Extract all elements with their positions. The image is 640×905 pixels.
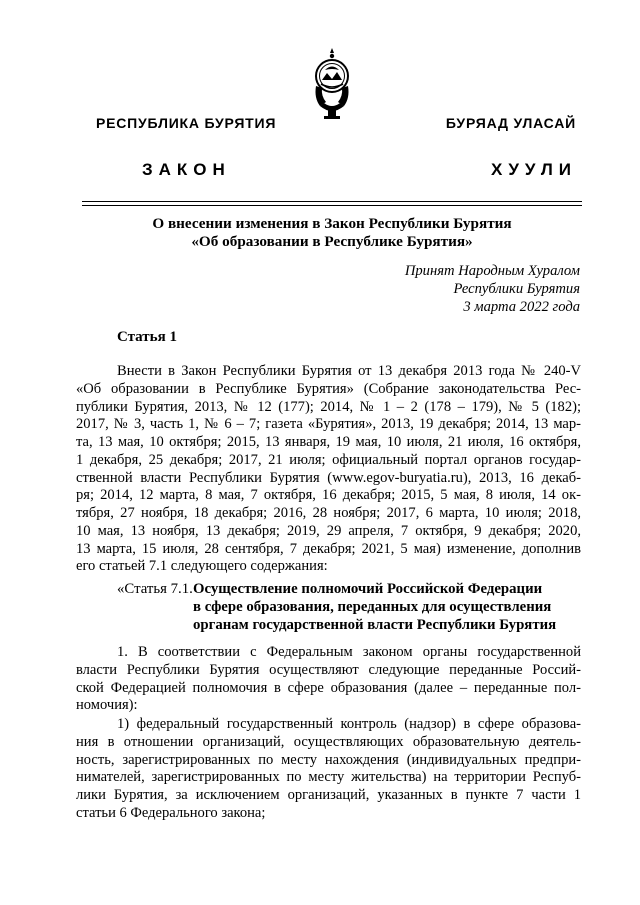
text-line: та, 13 мая, 10 октября; 2015, 13 января, 19 мая, 10 июля, 21 июля, 16 октября, — [76, 434, 581, 450]
text-line: его статьей 7.1 следующего содержания: — [76, 558, 328, 575]
header-divider-thin — [82, 205, 582, 206]
title-line: Осуществление полномочий Российской Федерации — [193, 581, 543, 597]
law-label-bu: ХУУЛИ — [491, 160, 577, 179]
text-line: 1 декабря, 25 декабря; 2017, 21 июля; официальный портал органов государ- — [76, 451, 581, 468]
document-title — [82, 215, 582, 251]
text-line: ность, зарегистрированных по месту нахождения (индивидуальных предпри- — [76, 751, 581, 768]
title-line: органам государственной власти Республики Бурятия — [193, 617, 557, 633]
text-line: Внести в Закон Республики Бурятия от 13 декабря 2013 года № 240-V — [117, 363, 581, 379]
text-line: тября, 27 ноября, 18 декабря; 2016, 28 ноября; 2017, 6 марта, 10 июля; 2018, — [76, 505, 581, 521]
republic-name-ru: РЕСПУБЛИКА БУРЯТИЯ — [96, 115, 277, 131]
article-1-text — [76, 363, 581, 576]
text-line: ря; 2014, 12 марта, 8 мая, 7 октября, 16 декабря; 2015, 5 мая, 8 июля, 14 ок- — [76, 487, 581, 504]
text-line: номочия): — [76, 697, 138, 714]
law-label-ru: ЗАКОН — [142, 160, 231, 179]
text-line: 13 марта, 15 июля, 28 сентября, 7 декабря; 2021, 5 мая) изменение, дополнив — [76, 540, 581, 557]
text-line: 2017, № 3, часть 1, № 6 – 7; газета «Бурятия», 2013, 19 декабря; 2014, 13 мар- — [76, 416, 581, 433]
adoption-line: Республики Бурятия — [453, 281, 580, 297]
text-line: 1) федеральный государственный контроль (надзор) в сфере образова- — [117, 716, 581, 732]
title-line: О внесении изменения в Закон Республики Бурятия — [152, 215, 512, 232]
text-line: 10 мая, 13 ноября, 13 декабря; 2019, 29 апреля, 7 октября, 9 декабря; 2020, — [76, 522, 581, 539]
text-line: ния в отношении организаций, осуществляющих образовательную деятель- — [76, 733, 581, 750]
text-line: лики Бурятия, за исключением организаций, указанных в пункте 7 части 1 — [76, 787, 581, 803]
text-line: «Об образовании в Республике Бурятия» (Собрание законодательства Рес- — [76, 380, 581, 397]
text-line: публики Бурятия, 2013, № 12 (177); 2014, № 1 – 2 (178 – 179), № 5 (182); — [76, 398, 581, 415]
text-line: ской Федерацией полномочия в сфере образования (далее – переданные пол- — [76, 679, 581, 696]
republic-name-bu: БУРЯАД УЛАСАЙ — [445, 115, 576, 131]
article-7-1-number: «Статья 7.1. — [117, 581, 193, 597]
article-7-1-title — [193, 580, 556, 634]
text-line: нимателей, зарегистрированных по месту жительства) на территории Респуб- — [76, 769, 581, 786]
adoption-line: Принят Народным Хуралом — [404, 263, 580, 279]
title-line: в сфере образования, переданных для осуществления — [193, 599, 552, 615]
adoption-note — [405, 262, 580, 316]
paragraph-1 — [76, 644, 581, 715]
article-1-heading: Статья 1 — [117, 329, 177, 345]
text-line: власти Республики Бурятия осуществляют следующие переданные Россий- — [76, 661, 581, 678]
text-line: статьи 6 Федерального закона; — [76, 804, 266, 821]
adoption-date: 3 марта 2022 года — [463, 299, 580, 315]
text-line: 1. В соответствии с Федеральным законом органы государственной — [117, 644, 581, 660]
coat-of-arms-icon — [306, 46, 358, 126]
title-line: «Об образовании в Республике Бурятия» — [191, 233, 473, 250]
text-line: ственной власти Республики Бурятия (www.egov-buryatia.ru), 2013, 16 декаб- — [76, 469, 581, 486]
header-divider-thick — [82, 201, 582, 202]
paragraph-1-item-1 — [76, 716, 581, 823]
